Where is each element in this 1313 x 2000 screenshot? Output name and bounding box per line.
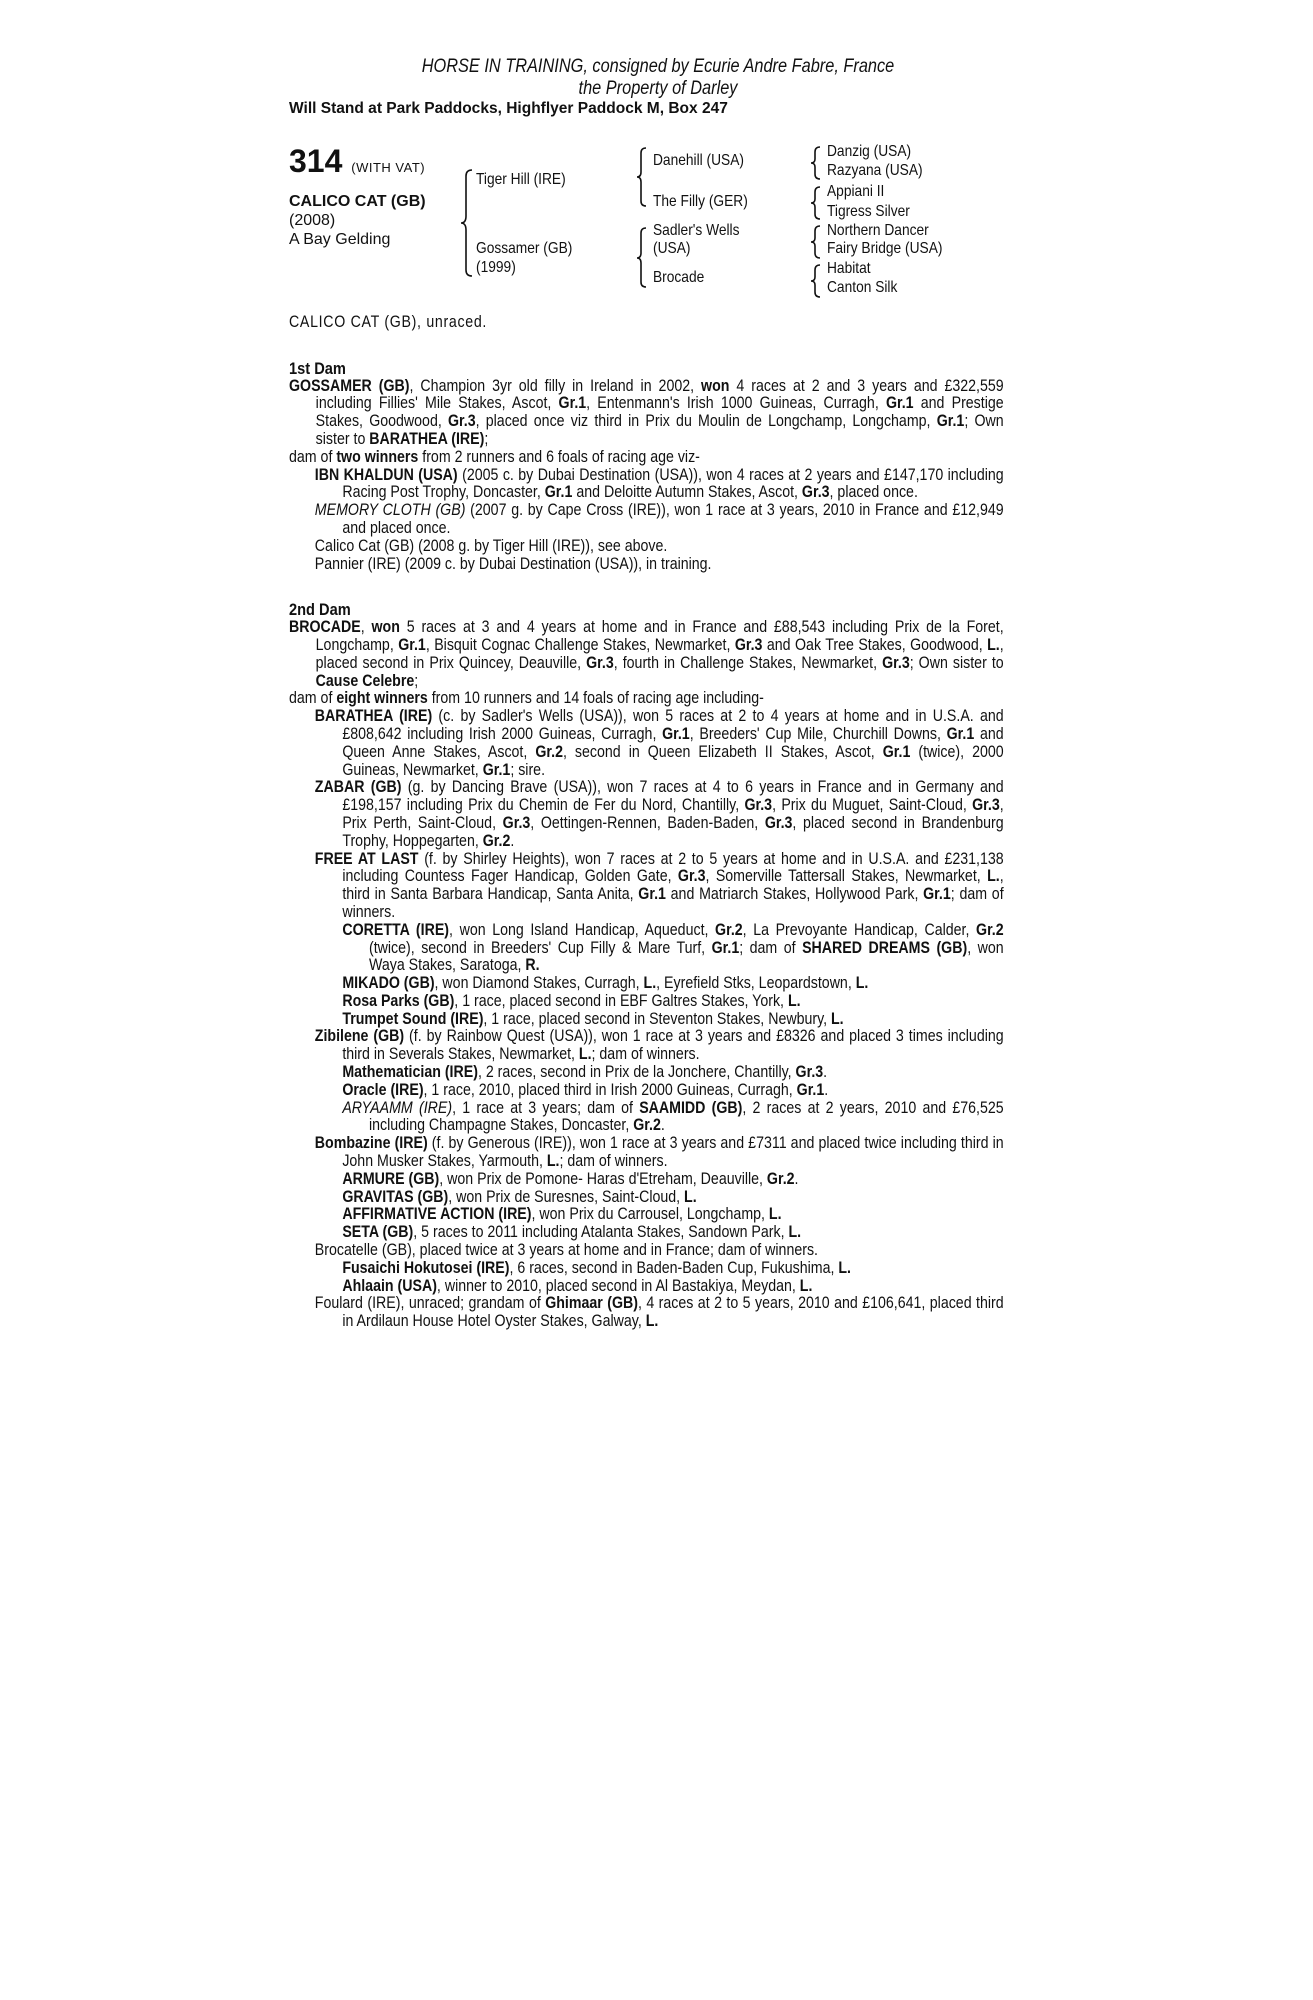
bold-text: Gr.3: [447, 412, 476, 431]
catalogue-body: [289, 314, 1004, 1331]
text-run: , 6 races, second in Baden-Baden Cup, Fukushima,: [509, 1258, 839, 1277]
second-dam-paragraph: [289, 1064, 1004, 1082]
second-dam-paragraph: [289, 1224, 1004, 1242]
bold-text: Fusaichi Hokutosei (IRE): [342, 1258, 510, 1277]
pedigree-ggp-7: Habitat: [827, 260, 871, 277]
text-run: ,: [360, 618, 372, 637]
bold-text: GOSSAMER (GB): [289, 376, 410, 395]
pedigree-bracket-g3: [810, 224, 824, 260]
pedigree-bracket-g1: [810, 145, 824, 181]
bold-text: Gr.1: [558, 394, 587, 413]
header-line-1: HORSE IN TRAINING, consigned by Ecurie Andre Fabre, France: [421, 56, 895, 77]
bold-text: Gr.1: [544, 483, 573, 502]
pedigree-ggp-8: Canton Silk: [827, 279, 898, 296]
pedigree-ggp-4: Tigress Silver: [827, 203, 910, 220]
first-dam-paragraph: [289, 502, 1004, 538]
second-dam-paragraph: [289, 708, 1004, 779]
text-run: 4 races at 2 and 3 years and £322,559 including Fillies' Mile Stakes, Ascot,: [315, 376, 1004, 413]
pedigree-ggp-3: Appiani II: [827, 183, 885, 200]
text-run: , Prix Perth, Saint-Cloud,: [342, 796, 1004, 832]
second-dam-paragraph: [289, 1135, 1004, 1171]
pedigree-sire: Tiger Hill (IRE): [476, 171, 566, 188]
bold-text: two winners: [336, 447, 419, 466]
bold-text: Gr.2: [535, 742, 563, 761]
bold-text: Gr.2: [976, 920, 1004, 939]
pedigree-ggp-6: Fairy Bridge (USA): [827, 240, 943, 257]
pedigree-dam-sire-country: (USA): [653, 240, 691, 257]
text-run: , Bisquit Cognac Challenge Stakes, Newmarket,: [425, 635, 735, 654]
pedigree-ggp-5: Northern Dancer: [827, 222, 929, 239]
pedigree-dam-dam: Brocade: [653, 269, 705, 286]
pedigree-bracket-dam: [636, 226, 652, 292]
bold-text: L.: [788, 1223, 802, 1242]
bold-text: Gr.1: [482, 760, 511, 779]
text-run: (f. by Generous (IRE)), won 1 race at 3 years and £7311 and placed twice including third in John Musker Stakes, Yarmouth,: [342, 1134, 1004, 1171]
bold-text: eight winners: [336, 689, 428, 708]
bold-text: Gr.2: [633, 1116, 661, 1135]
bold-text: L.: [987, 867, 1000, 886]
text-run: , Oettingen-Rennen, Baden-Baden,: [530, 813, 765, 832]
text-run: , Champion 3yr old filly in Ireland in 2002,: [409, 376, 702, 395]
text-run: ; dam of winners.: [342, 885, 1004, 921]
text-run: (twice), second in Breeders' Cup Filly & Mare Turf,: [368, 938, 712, 957]
bold-text: Ghimaar (GB): [545, 1294, 638, 1313]
bold-text: MIKADO (GB): [342, 974, 435, 993]
bold-text: Gr.3: [795, 1063, 824, 1082]
bold-text: L.: [831, 1009, 844, 1028]
text-run: , 1 race, placed second in Steventon Stakes, Newbury,: [483, 1009, 832, 1028]
text-run: , fourth in Challenge Stakes, Newmarket,: [613, 653, 883, 672]
bold-text: L.: [768, 1205, 782, 1224]
text-run: , third in Santa Barbara Handicap, Santa Anita,: [342, 867, 1004, 904]
bold-text: Gr.3: [502, 813, 531, 832]
text-run: , Breeders' Cup Mile, Churchill Downs,: [689, 724, 947, 743]
text-run: , second in Queen Elizabeth II Stakes, Ascot,: [562, 742, 883, 761]
intro-line: CALICO CAT (GB), unraced.: [289, 313, 488, 331]
bold-text: L.: [546, 1152, 560, 1171]
bold-text: Gr.2: [482, 831, 511, 850]
bold-text: Gr.3: [677, 867, 706, 886]
text-run: ; sire.: [510, 760, 546, 779]
second-dam-paragraph: [289, 1260, 1004, 1278]
text-run: (twice), 2000 Guineas, Newmarket,: [342, 742, 1004, 779]
bold-text: Gr.1: [923, 885, 951, 904]
text-run: , 1 race at 3 years; dam of: [452, 1098, 640, 1117]
text-run: dam of: [289, 447, 337, 466]
text-run: from 2 runners and 6 foals of racing age viz-: [418, 447, 700, 466]
second-dam-paragraph: [289, 993, 1004, 1011]
bold-text: Gr.3: [801, 483, 830, 502]
first-dam-heading: 1st Dam: [289, 358, 346, 378]
pedigree-ggp-2: Razyana (USA): [827, 162, 923, 179]
pedigree-dam-year: (1999): [476, 259, 516, 276]
text-run: 5 races at 3 and 4 years at home and in France and £88,543 including Prix de la Foret, Longchamp,: [315, 618, 1004, 654]
lot-number: 314: [289, 143, 343, 179]
text-run: .: [794, 1169, 799, 1188]
bold-text: BROCADE: [289, 618, 361, 637]
text-run: , won Prix de Pomone- Haras d'Etreham, Deauville,: [439, 1169, 767, 1188]
bold-text: ARMURE (GB): [342, 1169, 440, 1188]
text-run: dam of: [289, 689, 337, 708]
text-run: , won Waya Stakes, Saratoga,: [368, 938, 1004, 975]
bold-text: won: [701, 376, 730, 395]
text-run: and Matriarch Stakes, Hollywood Park,: [665, 885, 924, 904]
second-dam-paragraph: [289, 1295, 1004, 1331]
bold-text: L.: [578, 1045, 592, 1064]
bold-text: won: [371, 618, 400, 637]
first-dam-section: [289, 378, 1004, 574]
text-run: , 2 races at 2 years, 2010 and £76,525 including Champagne Stakes, Doncaster,: [368, 1098, 1004, 1135]
bold-text: Mathematician (IRE): [342, 1063, 478, 1082]
pedigree-sire-sire: Danehill (USA): [653, 152, 744, 169]
text-run: from 10 runners and 14 foals of racing age including-: [427, 689, 764, 708]
bold-text: Gr.1: [885, 394, 914, 413]
text-run: Pannier (IRE) (2009 c. by Dubai Destination (USA)), in training.: [314, 554, 712, 573]
text-run: and Deloitte Autumn Stakes, Ascot,: [572, 483, 802, 502]
pedigree-sire-dam: The Filly (GER): [653, 193, 748, 210]
text-run: (c. by Sadler's Wells (USA)), won 5 races at 2 to 4 years at home and in U.S.A. and £808,642 including Irish 2000 Guineas, Curragh,: [342, 707, 1004, 743]
text-run: ; Own sister to: [315, 412, 1004, 448]
second-dam-paragraph: [289, 690, 1004, 708]
second-dam-paragraph: [289, 1028, 1004, 1064]
text-run: , 5 races to 2011 including Atalanta Stakes, Sandown Park,: [413, 1223, 789, 1242]
bold-text: AFFIRMATIVE ACTION (IRE): [342, 1205, 532, 1224]
pedigree-bracket-sire: [636, 146, 652, 210]
text-run: , placed once viz third in Prix du Moulin de Longchamp, Longchamp,: [475, 412, 937, 431]
bold-text: L.: [787, 991, 801, 1010]
horse-year: (2008): [289, 212, 336, 229]
bold-text: Gr.3: [734, 635, 763, 654]
italic-text: ARYAAMM (IRE): [342, 1098, 453, 1117]
text-run: ; dam of winners.: [591, 1045, 700, 1064]
first-dam-paragraph: [289, 467, 1004, 503]
pedigree-bracket-g4: [810, 263, 824, 299]
text-run: , 1 race, placed second in EBF Galtres Stakes, York,: [454, 991, 788, 1010]
bold-text: SAAMIDD (GB): [639, 1098, 743, 1117]
bold-text: Gr.2: [715, 920, 743, 939]
second-dam-paragraph: [289, 779, 1004, 850]
bold-text: Gr.1: [882, 742, 911, 761]
first-dam-paragraph: [289, 378, 1004, 449]
text-run: ; Own sister to: [909, 653, 1004, 672]
bold-text: FREE AT LAST: [314, 849, 419, 868]
text-run: (2005 c. by Dubai Destination (USA)), won 4 races at 2 years and £147,170 including Racing Post Trophy, Doncaster,: [342, 465, 1004, 502]
text-run: (f. by Rainbow Quest (USA)), won 1 race at 3 years and £8326 and placed 3 times including third in Severals Stakes, Newmarket,: [342, 1027, 1004, 1064]
second-dam-paragraph: [289, 1278, 1004, 1296]
text-run: (2007 g. by Cape Cross (IRE)), won 1 race at 3 years, 2010 in France and £12,949 and placed once.: [342, 501, 1004, 537]
text-run: , won Prix du Carrousel, Longchamp,: [531, 1205, 769, 1224]
horse-description: A Bay Gelding: [289, 231, 391, 248]
bold-text: L.: [684, 1187, 697, 1206]
text-run: , La Prevoyante Handicap, Calder,: [742, 920, 977, 939]
text-run: and Oak Tree Stakes, Goodwood,: [762, 635, 988, 654]
text-run: , 1 race, 2010, placed third in Irish 2000 Guineas, Curragh,: [423, 1080, 797, 1099]
bold-text: SETA (GB): [342, 1223, 414, 1242]
bold-text: CORETTA (IRE): [342, 920, 450, 939]
bold-text: Bombazine (IRE): [314, 1134, 428, 1153]
bold-text: Gr.1: [946, 724, 975, 743]
first-dam-paragraph: [289, 538, 1004, 556]
bold-text: Gr.3: [882, 653, 910, 672]
text-run: , winner to 2010, placed second in Al Bastakiya, Meydan,: [436, 1276, 800, 1295]
first-dam-paragraph: [289, 449, 1004, 467]
text-run: ;: [414, 671, 419, 690]
text-run: , 4 races at 2 to 5 years, 2010 and £106,641, placed third in Ardilaun House Hotel Oyster Stakes, Galway,: [342, 1294, 1004, 1331]
bold-text: Gr.1: [398, 635, 426, 654]
text-run: , Somerville Tattersall Stakes, Newmarket,: [705, 867, 988, 886]
bold-text: ZABAR (GB): [314, 778, 402, 797]
text-run: , placed second in Brandenburg Trophy, Hoppegarten,: [342, 813, 1004, 850]
pedigree-dam-sire: Sadler's Wells: [653, 222, 740, 239]
bold-text: L.: [645, 1312, 659, 1331]
bold-text: Trumpet Sound (IRE): [342, 1009, 484, 1028]
pedigree-dam: Gossamer (GB): [476, 240, 573, 257]
stand-location: Will Stand at Park Paddocks, Highflyer Paddock M, Box 247: [289, 100, 728, 117]
text-run: Calico Cat (GB) (2008 g. by Tiger Hill (IRE)), see above.: [314, 536, 668, 555]
text-run: and Queen Anne Stakes, Ascot,: [342, 724, 1004, 761]
second-dam-heading: 2nd Dam: [289, 600, 351, 620]
bold-text: Gr.1: [796, 1080, 825, 1099]
second-dam-paragraph: [289, 619, 1004, 690]
bold-text: Cause Celebre: [315, 671, 415, 690]
text-run: (f. by Shirley Heights), won 7 races at 2 to 5 years at home and in U.S.A. and £231,138 including Countess Fager Handicap, Golden Gate,: [342, 849, 1004, 886]
bold-text: Gr.1: [936, 412, 965, 431]
lot-number-block: [289, 144, 425, 185]
bold-text: BARATHEA (IRE): [314, 707, 433, 726]
bold-text: L.: [855, 974, 869, 993]
bold-text: Ahlaain (USA): [342, 1276, 437, 1295]
second-dam-paragraph: [289, 1100, 1004, 1136]
text-run: , placed once.: [829, 483, 918, 502]
second-dam-paragraph: [289, 1011, 1004, 1029]
text-run: .: [824, 1080, 829, 1099]
text-run: Brocatelle (GB), placed twice at 3 years at home and in France; dam of winners.: [314, 1241, 818, 1260]
bold-text: Gr.2: [766, 1169, 795, 1188]
bold-text: GRAVITAS (GB): [342, 1187, 449, 1206]
bold-text: L.: [838, 1258, 852, 1277]
second-dam-paragraph: [289, 1206, 1004, 1224]
text-run: ; dam of: [739, 938, 803, 957]
text-run: , Eyrefield Stks, Leopardstown,: [656, 974, 856, 993]
bold-text: R.: [525, 956, 540, 975]
text-run: , Prix du Muguet, Saint-Cloud,: [772, 796, 973, 815]
text-run: ;: [484, 429, 489, 448]
vat-note: (WITH VAT): [351, 160, 426, 175]
first-dam-paragraph: [289, 556, 1004, 574]
bold-text: Gr.1: [662, 724, 690, 743]
text-run: .: [823, 1063, 828, 1082]
text-run: , placed second in Prix Quincey, Deauville,: [315, 635, 1004, 672]
second-dam-paragraph: [289, 851, 1004, 922]
text-run: Foulard (IRE), unraced; grandam of: [314, 1294, 546, 1313]
text-run: and Prestige Stakes, Goodwood,: [315, 394, 1004, 431]
bold-text: L.: [987, 635, 1000, 654]
horse-name: CALICO CAT (GB): [289, 193, 426, 210]
bold-text: Gr.3: [744, 796, 773, 815]
text-run: , won Prix de Suresnes, Saint-Cloud,: [448, 1187, 685, 1206]
bold-text: Gr.3: [764, 813, 793, 832]
bold-text: Gr.1: [711, 938, 740, 957]
second-dam-paragraph: [289, 1171, 1004, 1189]
bold-text: SHARED DREAMS (GB): [802, 938, 968, 957]
bold-text: Gr.3: [586, 653, 614, 672]
text-run: , 2 races, second in Prix de la Jonchere, Chantilly,: [477, 1063, 796, 1082]
header-line-2: the Property of Darley: [578, 78, 738, 99]
consignor-header: [340, 56, 976, 100]
bold-text: L.: [799, 1276, 813, 1295]
bold-text: L.: [643, 974, 657, 993]
second-dam-paragraph: [289, 922, 1004, 975]
text-run: ; dam of winners.: [559, 1152, 668, 1171]
bold-text: Gr.3: [972, 796, 1000, 815]
text-run: , won Long Island Handicap, Aqueduct,: [449, 920, 716, 939]
second-dam-paragraph: [289, 1189, 1004, 1207]
text-run: .: [660, 1116, 665, 1135]
bold-text: Rosa Parks (GB): [342, 991, 455, 1010]
second-dam-paragraph: [289, 1082, 1004, 1100]
italic-text: MEMORY CLOTH (GB): [314, 501, 466, 520]
text-run: , Entenmann's Irish 1000 Guineas, Curragh,: [586, 394, 886, 413]
second-dam-paragraph: [289, 1242, 1004, 1260]
bold-text: IBN KHALDUN (USA): [314, 465, 458, 484]
text-run: , won Diamond Stakes, Curragh,: [434, 974, 644, 993]
text-run: (g. by Dancing Brave (USA)), won 7 races at 4 to 6 years in France and in Germany and £198,157 including Prix du Chemin de Fer du Nord, Chantilly,: [342, 778, 1004, 815]
pedigree-bracket-g2: [810, 185, 824, 221]
horse-info: [289, 192, 426, 249]
bold-text: Oracle (IRE): [342, 1080, 424, 1099]
text-run: .: [510, 831, 515, 850]
pedigree-ggp-1: Danzig (USA): [827, 143, 912, 160]
bold-text: Gr.1: [638, 885, 666, 904]
second-dam-paragraph: [289, 975, 1004, 993]
bold-text: BARATHEA (IRE): [369, 429, 485, 448]
second-dam-section: [289, 619, 1004, 1331]
bold-text: Zibilene (GB): [314, 1027, 405, 1046]
